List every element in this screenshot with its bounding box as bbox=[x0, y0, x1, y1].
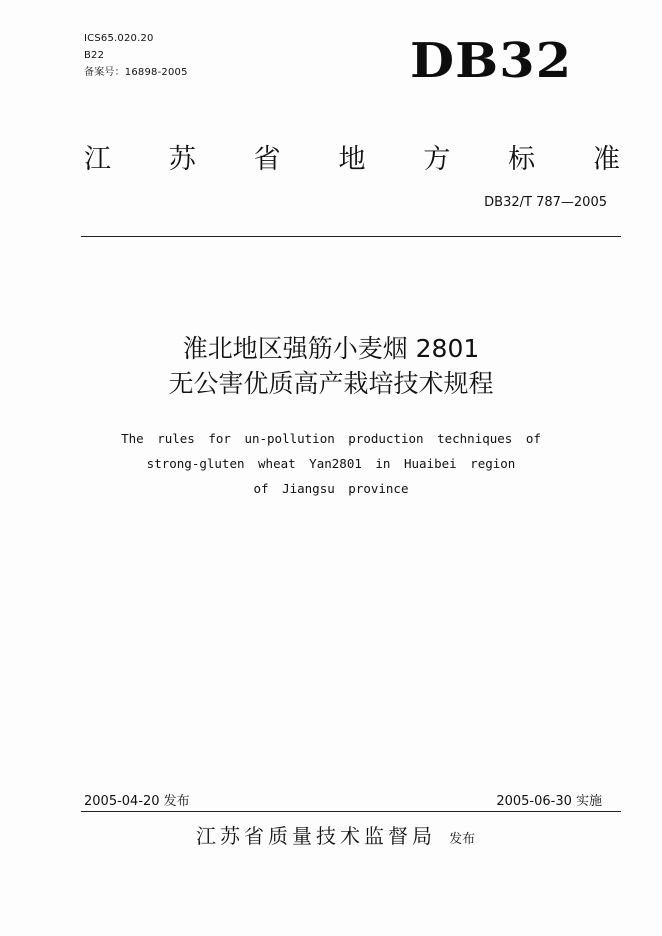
issuer-name: 江苏省质量技术监督局 bbox=[196, 824, 436, 848]
english-title-line-2: strong-gluten wheat Yan2801 in Huaibei region bbox=[146, 456, 516, 471]
standard-type-char: 准 bbox=[592, 144, 620, 175]
standard-type-char: 苏 bbox=[168, 144, 196, 175]
chinese-title-line-1: 淮北地区强筋小麦烟 2801 bbox=[182, 334, 480, 363]
chinese-title-line-2: 无公害优质高产栽培技术规程 bbox=[168, 369, 494, 398]
standard-type-char: 省 bbox=[253, 144, 281, 175]
record-number: 备案号：16898-2005 bbox=[84, 67, 188, 78]
ics-number: ICS65.020.20 bbox=[84, 33, 154, 44]
standard-type-char: 江 bbox=[84, 144, 111, 175]
issue-date: 2005-04-20 发布 bbox=[84, 794, 190, 809]
issuing-authority bbox=[196, 822, 475, 854]
english-title-line-1: The rules for un-pollution production techniques of bbox=[121, 431, 541, 446]
standard-code: DB32/T 787—2005 bbox=[484, 195, 607, 210]
implementation-date: 2005-06-30 实施 bbox=[496, 794, 602, 809]
standard-type-char: 方 bbox=[423, 144, 451, 175]
standard-type-title bbox=[84, 140, 620, 180]
classification-code: B22 bbox=[84, 50, 105, 61]
standard-type-char: 地 bbox=[338, 144, 366, 175]
english-title-line-3: of Jiangsu province bbox=[253, 481, 409, 496]
classification-block bbox=[84, 30, 188, 81]
header-divider bbox=[81, 236, 621, 237]
issuer-suffix: 发布 bbox=[449, 832, 476, 847]
db32-logo: DB32 bbox=[410, 33, 573, 89]
standard-type-char: 标 bbox=[508, 144, 536, 175]
footer-divider bbox=[81, 811, 621, 812]
